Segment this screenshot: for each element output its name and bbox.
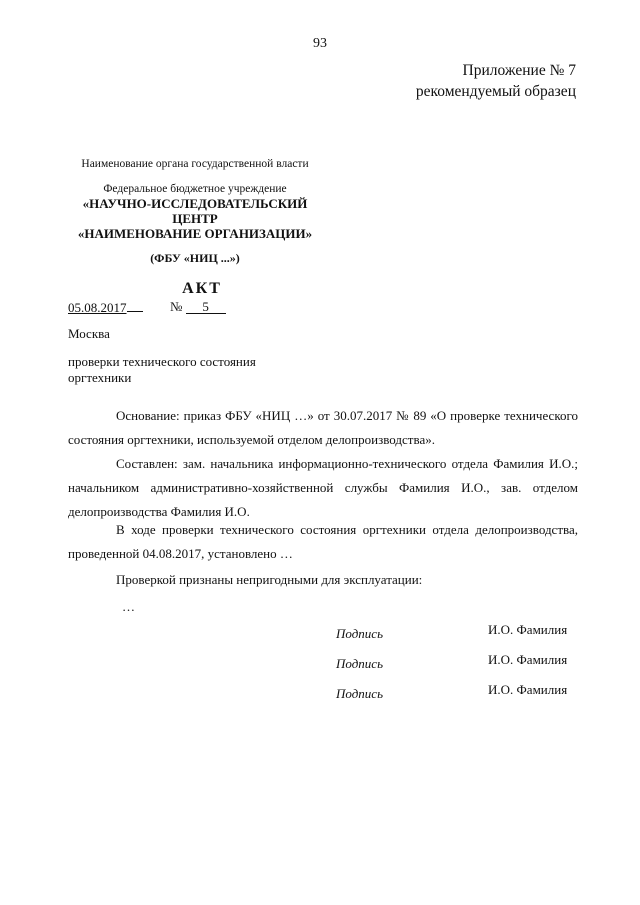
act-number-label: № bbox=[170, 299, 183, 314]
act-number bbox=[170, 299, 226, 315]
organization-abbreviation: (ФБУ «НИЦ ...») bbox=[150, 251, 240, 265]
signatory-name: И.О. Фамилия bbox=[488, 622, 568, 637]
signatory-name: И.О. Фамилия bbox=[488, 682, 568, 697]
act-date bbox=[68, 300, 143, 316]
signatory-name: И.О. Фамилия bbox=[488, 652, 568, 667]
unfit-paragraph: Проверкой признаны непригодными для эксплуатации: bbox=[116, 572, 423, 587]
signature-label: Подпись bbox=[336, 686, 383, 701]
appendix-title: Приложение № 7 bbox=[462, 62, 576, 79]
document-title: АКТ bbox=[182, 280, 222, 297]
signature-label: Подпись bbox=[336, 656, 383, 671]
date-underline bbox=[127, 300, 143, 312]
authority-name: Наименование органа государственной власти bbox=[81, 158, 309, 170]
organization-block bbox=[60, 156, 330, 266]
act-number-value: 5 bbox=[186, 300, 226, 314]
appendix-subtitle: рекомендуемый образец bbox=[415, 83, 576, 100]
findings-paragraph: В ходе проверки технического состояния оргтехники отдела делопроизводства, проведенной 04.08.2017, установлено … bbox=[68, 522, 578, 561]
act-subject-line2: оргтехники bbox=[68, 370, 132, 385]
signature-label: Подпись bbox=[336, 626, 383, 641]
organization-name-line3: «НАИМЕНОВАНИЕ ОРГАНИЗАЦИИ» bbox=[77, 226, 313, 241]
act-subject bbox=[68, 354, 256, 386]
basis-paragraph: Основание: приказ ФБУ «НИЦ …» от 30.07.2017 № 89 «О проверке технического состояния оргтехники, используемой отделом делопроизводства». bbox=[68, 408, 578, 447]
organization-name-line2: ЦЕНТР bbox=[172, 211, 218, 226]
page-number: 93 bbox=[313, 36, 327, 51]
city: Москва bbox=[68, 326, 110, 341]
organization-name-line1: «НАУЧНО-ИССЛЕДОВАТЕЛЬСКИЙ bbox=[82, 196, 308, 211]
act-subject-line1: проверки технического состояния bbox=[68, 354, 256, 369]
unfit-list-placeholder: … bbox=[122, 599, 135, 614]
organization-type: Федеральное бюджетное учреждение bbox=[103, 183, 287, 195]
appendix-note bbox=[416, 60, 576, 102]
act-date-value: 05.08.2017 bbox=[68, 300, 127, 315]
composed-paragraph: Составлен: зам. начальника информационно-технического отдела Фамилия И.О.; начальником административно-хозяйственной службы Фамилия И.О., зав. отделом делопроизводства Фамилия И.О. bbox=[68, 456, 578, 519]
